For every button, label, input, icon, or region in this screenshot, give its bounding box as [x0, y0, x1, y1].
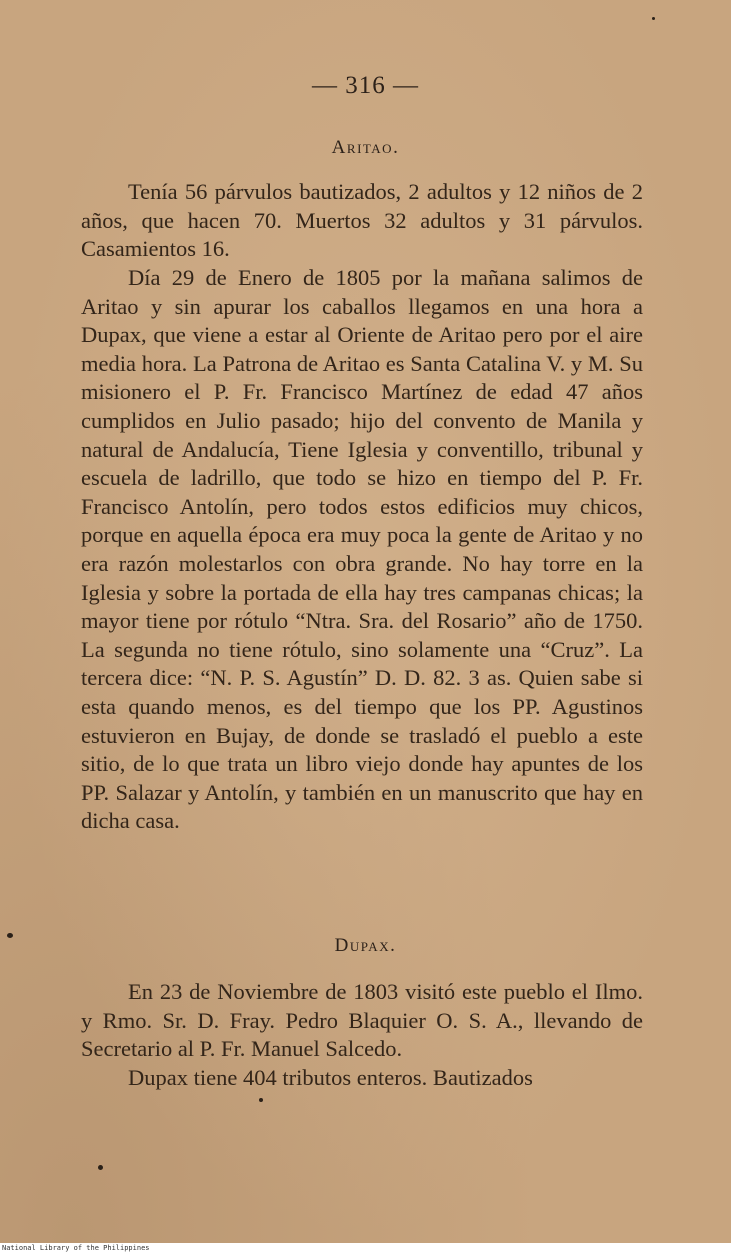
- library-footer: National Library of the Philippines: [2, 1244, 150, 1252]
- section-heading-dupax: Dupax.: [334, 935, 397, 956]
- paragraph: Día 29 de Enero de 1805 por la mañana salimos de Aritao y sin apurar los caballos llegamos en una hora a Dupax, que viene a estar al Oriente de Aritao pero por el aire media hora. La Patrona de Aritao es Santa Catalina V. y M. Su misionero el P. Fr. Francisco Martínez de edad 47 años cumplidos en Julio pasado; hijo del convento de Manila y natural de Andalucía, Tiene Iglesia y conventillo, tribunal y escuela de ladrillo, que todo se hizo en tiempo del P. Fr. Francisco Antolín, pero todos estos edificios muy chicos, porque en aquella época era muy poca la gente de Aritao y no era razón molestarlos con obra grande. No hay torre en la Iglesia y sobre la portada de ella hay tres campanas chicas; la mayor tiene por rótulo “Ntra. Sra. del Rosario” año de 1750. La segunda no tiene rótulo, sino solamente una “Cruz”. La tercera dice: “N. P. S. Agustín” D. D. 82. 3 as. Quien sabe si esta quando menos, es del tiempo que los PP. Agustinos estuvieron en Bujay, de donde se trasladó el pueblo a este sitio, de lo que trata un libro viejo donde hay apuntes de los PP. Salazar y Antolín, y también en un manuscrito que hay en dicha casa.: [81, 265, 643, 834]
- paragraph: Dupax tiene 404 tributos enteros. Bautizados: [128, 1065, 533, 1090]
- ink-speck: [7, 933, 13, 938]
- paragraph: Tenía 56 párvulos bautizados, 2 adultos y 12 niños de 2 años, que hacen 70. Muertos 32 adultos y 31 párvulos. Casamientos 16.: [81, 179, 643, 262]
- section-heading-aritao: Aritao.: [331, 137, 400, 158]
- paragraph: En 23 de Noviembre de 1803 visitó este pueblo el Ilmo. y Rmo. Sr. D. Fray. Pedro Blaquier O. S. A., llevando de Secretario al P. Fr. Manuel Salcedo.: [81, 979, 643, 1062]
- ink-speck: [652, 17, 655, 20]
- page-number: — 316 —: [312, 72, 419, 99]
- ink-speck: [259, 1098, 263, 1102]
- ink-speck: [98, 1165, 103, 1170]
